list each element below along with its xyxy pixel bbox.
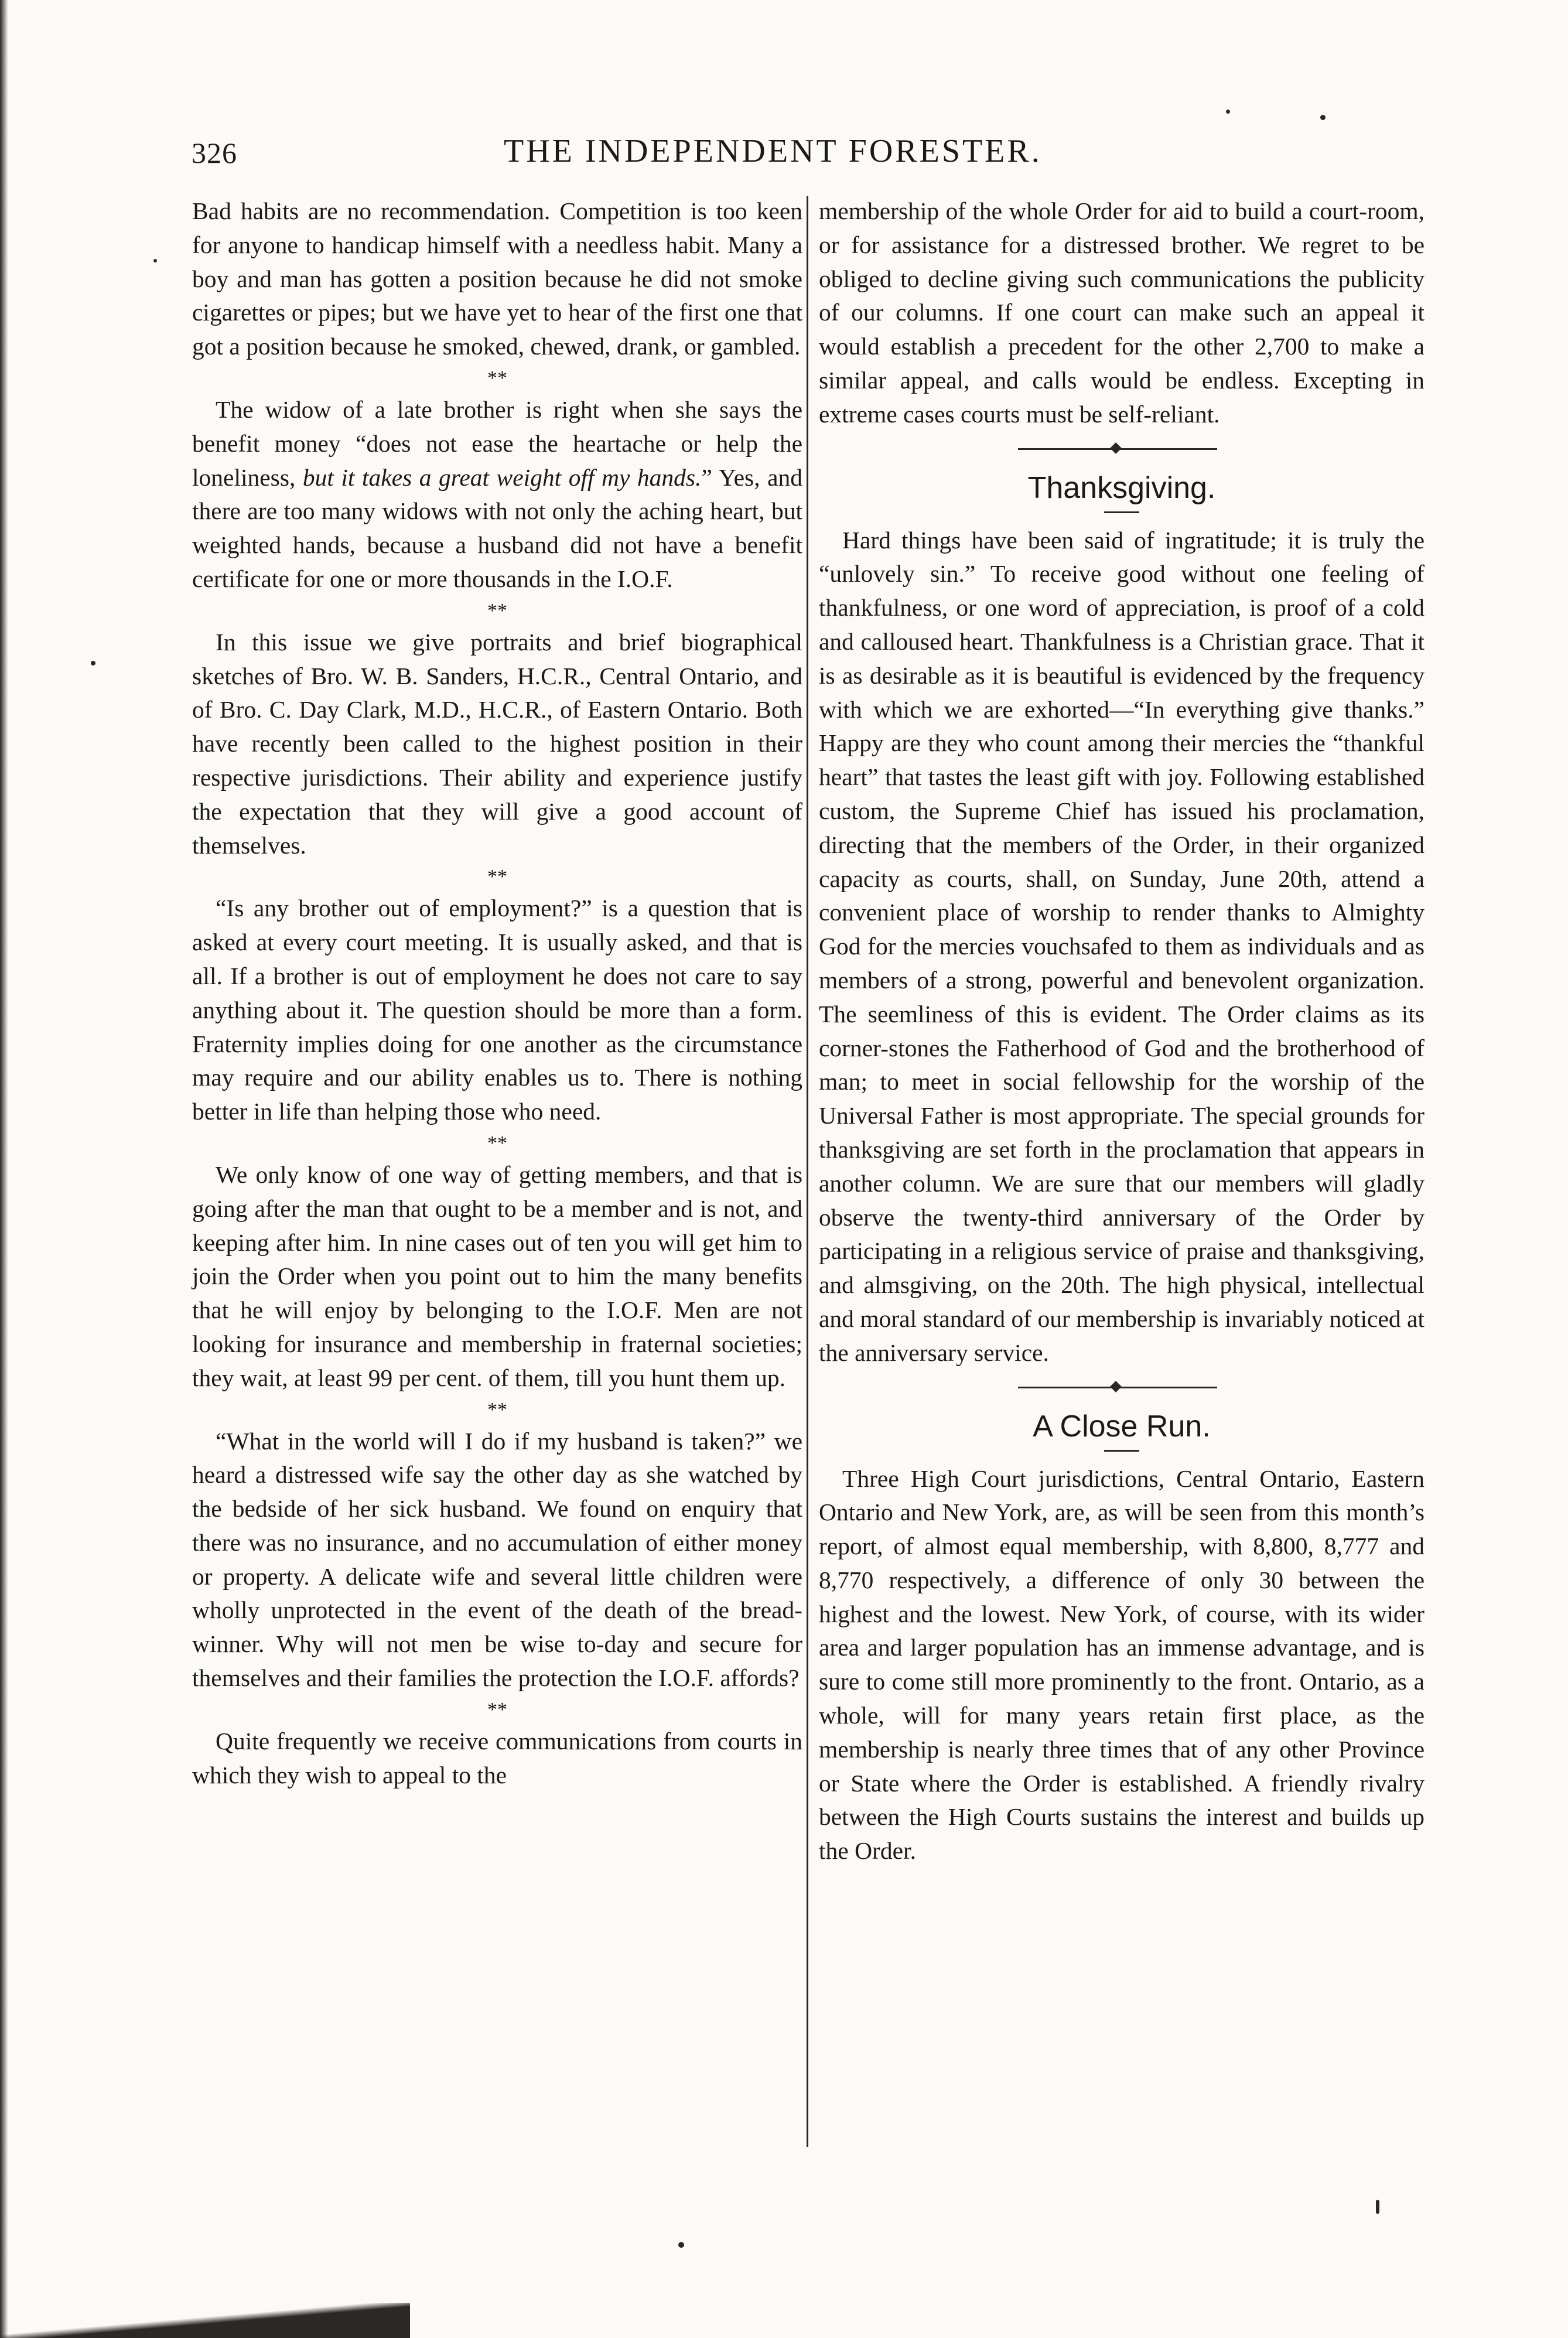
title-rule [1104,511,1139,513]
section-title-close-run: A Close Run. [1033,1409,1211,1443]
title-rule [1104,1450,1139,1452]
section-divider-ornament [819,1370,1424,1405]
separator-stars: ** [487,599,507,622]
right-column [819,194,1424,1868]
paragraph-distressed-wife: “What in the world will I do if my husband is taken?” we heard a distressed wife say the other day as she watched by the bedside of her sick husband. We found on enquiry that there was no insurance, and no accumulation of either money or property. A delicate wife and several little children were wholly unprotected in the event of the death of the bread-winner. Why will not men be wise to-day and secure for themselves and their families the protection the I.O.F. affords? [192,1427,802,1692]
paragraph-employment: “Is any brother out of employment?” is a question that is asked at every court meeting. It is usually asked, and that is all. If a brother is out of employment he does not care to say anything about it. The question should be more than a form. Fraternity implies doing for one another as the circumstance may require and our ability enables us to. There is nothing better in life than helping those who need. [192,895,802,1125]
separator-stars: ** [487,1698,507,1721]
paragraph-widow-italic: but it takes a great weight off my hands. [302,463,702,491]
separator-stars: ** [487,367,507,389]
column-divider [807,196,808,2147]
paragraph-membership-appeal: membership of the whole Order for aid to build a court-room, or for assistance for a distressed brother. We regret to be obliged to decline giving such communications the publicity of our columns. If one court can make such an appeal it would establish a precedent for the other 2,700 to make a similar appeal, and calls would be endless. Excepting in extreme cases courts must be self-reliant. [819,197,1424,428]
paragraph-widow-text-a: The widow of a late brother is right when she says the benefit money “does not ease the heartache or help the loneliness, [192,395,802,491]
paragraph-members: We only know of one way of getting members, and that is going after the man that ought to be a member and is not, and keeping after him. In nine cases out of ten you will get him to join the Order when you point out to him the many benefits that he will enjoy by belonging to the I.O.F. Men are not looking for insurance and membership in fraternal societies; they wait, at least 99 per cent. of them, till you hunt them up. [192,1161,802,1391]
section-title-thanksgiving: Thanksgiving. [1027,470,1216,505]
page-corner-shadow [0,2303,410,2338]
page-number: 326 [192,136,237,169]
paragraph-widow-text-b: ” Yes, and there are too many widows with not only the aching heart, but weighted hands, because a husband did not have a benefit certificate for one or more thousands in the I.O.F. [192,463,803,592]
paragraph-communications: Quite frequently we receive communications from courts in which they wish to appeal to the [192,1727,802,1789]
paragraph-widow [192,393,802,596]
paragraph-portraits: In this issue we give portraits and brief biographical sketches of Bro. W. B. Sanders, H.C.R., Central Ontario, and of Bro. C. Day Clark, M.D., H.C.R., of Eastern Ontario. Both have recently been called to the highest position in their respective jurisdictions. Their ability and experience justify the expectation that they will give a good account of themselves. [192,628,802,859]
running-head: THE INDEPENDENT FORESTER. [504,133,1042,169]
left-column [192,194,802,1792]
page-edge-shadow [0,0,8,2338]
separator-stars: ** [487,1398,507,1421]
separator-stars: ** [487,1132,507,1154]
separator-stars: ** [487,866,507,888]
paragraph-close-run: Three High Court jurisdictions, Central Ontario, Eastern Ontario and New York, are, as will be seen from this month’s report, of almost equal membership, with 8,800, 8,777 and 8,770 respectively, a difference of only 30 between the highest and the lowest. New York, of course, with its wider area and larger population has an immense advantage, and is sure to come still more prominently to the front. Ontario, as a whole, will for many years retain first place, as the membership is nearly three times that of any other Province or State where the Order is established. A friendly rivalry between the High Courts sustains the interest and builds up the Order. [819,1465,1424,1865]
section-divider-ornament [819,432,1424,467]
paragraph-thanksgiving: Hard things have been said of ingratitude; it is truly the “unlovely sin.” To receive good without one feeling of thankfulness, or one word of appreciation, is proof of a cold and calloused heart. Thankfulness is a Christian grace. That it is as desirable as it is beautiful is evidenced by the frequency with which we are exhorted—“In everything give thanks.” Happy are they who count among their mercies the “thankful heart” that tastes the least gift with joy. Following established custom, the Supreme Chief has issued his proclamation, directing that the members of the Order, in their organized capacity as courts, shall, on Sunday, June 20th, attend a convenient place of worship to render thanks to Almighty God for the mercies vouchsafed to them as individuals and as members of a strong, powerful and benevolent organization. The seemliness of this is evident. The Order claims as its corner-stones the Fatherhood of God and the brotherhood of man; to meet in social fellowship for the worship of the Universal Father is most appropriate. The special grounds for thanksgiving are set forth in the proclamation that appears in another column. We are sure that our members will gladly observe the twenty-third anniversary of the Order by participating in a religious service of praise and thanksgiving, and almsgiving, on the 20th. The high physical, intellectual and moral standard of our membership is invariably noticed at the anniversary service. [819,526,1424,1366]
paragraph-bad-habits: Bad habits are no recommendation. Competition is too keen for anyone to handicap himself with a needless habit. Many a boy and man has gotten a position because he did not smoke cigarettes or pipes; but we have yet to hear of the first one that got a position because he smoked, chewed, drank, or gambled. [192,197,802,360]
